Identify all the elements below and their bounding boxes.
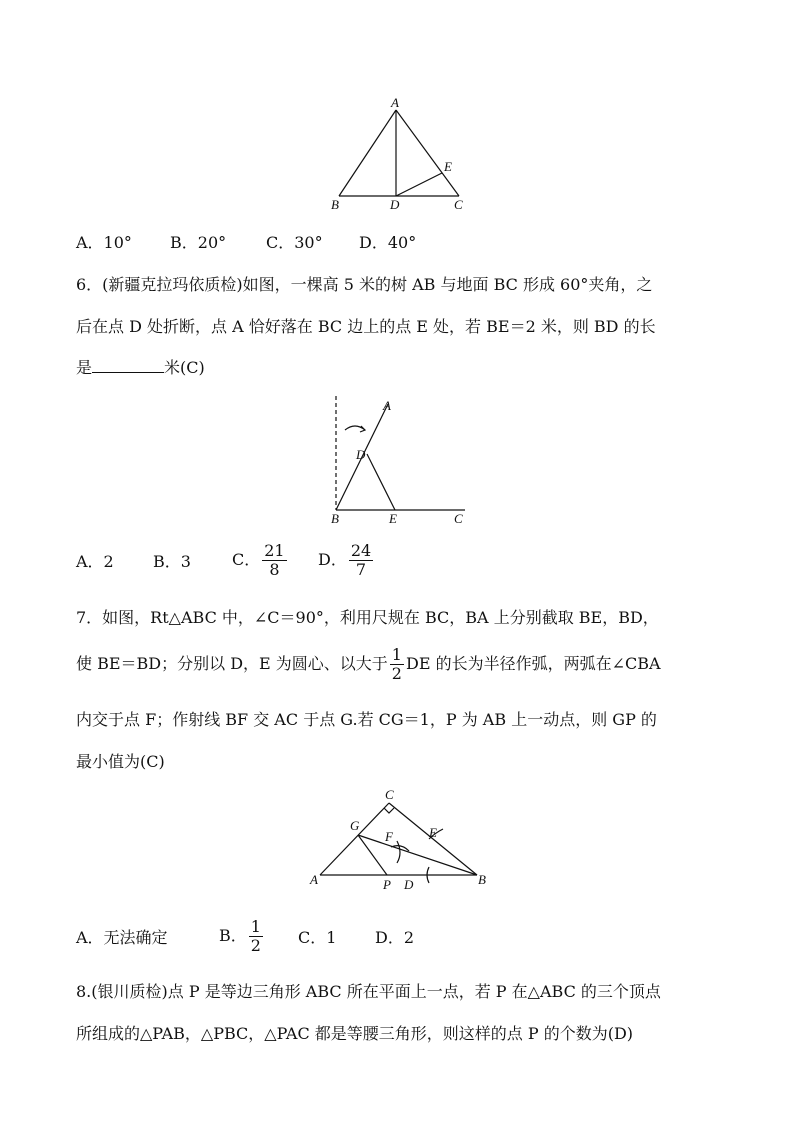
q7-line-2-suffix: DE 的长为半径作弧，两弧在∠CBA: [405, 654, 661, 673]
q6-option-c-fraction: [262, 542, 286, 579]
label-b: B: [478, 872, 486, 887]
q7-option-c: C．1: [298, 928, 337, 947]
q6-option-c-prefix: C．: [232, 550, 261, 569]
label-c: C: [454, 511, 463, 526]
label-f: F: [385, 829, 393, 844]
q5-option-c: C．30°: [266, 233, 323, 252]
segment-gp: [358, 835, 387, 875]
q6-option-d-fraction: [349, 542, 373, 579]
q7-option-d: D．2: [375, 928, 415, 947]
label-d: D: [390, 197, 400, 212]
arc-f-2: [397, 841, 400, 863]
q7-option-b-fraction: [249, 918, 263, 955]
q6-option-d-prefix: D．: [318, 550, 347, 569]
label-p: P: [383, 877, 391, 892]
q6-option-d: [318, 542, 375, 579]
q7-option-b: [219, 918, 265, 955]
label-a: A: [391, 95, 399, 110]
label-g: G: [350, 818, 360, 833]
q6-line-1: 6．(新疆克拉玛依质检)如图，一棵高 5 米的树 AB 与地面 BC 形成 60°夹角，之: [76, 275, 653, 294]
q7-line-2-prefix: 使 BE＝BD；分别以 D，E 为圆心、以大于: [76, 654, 388, 673]
q6-line-3: [76, 358, 205, 378]
q6-line-3-suffix: 米(C): [164, 358, 205, 377]
segment-de: [396, 173, 442, 196]
fraction-denominator: 2: [391, 664, 402, 683]
label-d: D: [404, 877, 414, 892]
q7-half-fraction: [390, 646, 404, 683]
figure-q5-triangle: [325, 95, 475, 220]
fraction-numerator: 1: [391, 645, 402, 664]
fraction-numerator: 1: [250, 917, 261, 936]
answer-blank: [92, 358, 164, 373]
segment-ac: [396, 110, 459, 196]
label-a: A: [383, 398, 391, 413]
fraction-denominator: 2: [250, 936, 261, 955]
q7-line-3: 内交于点 F；作射线 BF 交 AC 于点 G.若 CG＝1，P 为 AB 上一动点，则 GP 的: [76, 710, 657, 729]
label-a: A: [310, 872, 318, 887]
q5-option-b: B．20°: [170, 233, 227, 252]
label-c: C: [454, 197, 463, 212]
ray-bg: [358, 835, 477, 875]
q5-option-d: D．40°: [359, 233, 417, 252]
label-b: B: [331, 197, 339, 212]
q8-line-2: 所组成的△PAB，△PBC，△PAC 都是等腰三角形，则这样的点 P 的个数为(D): [76, 1024, 634, 1043]
q7-option-a: A．无法确定: [76, 928, 168, 947]
q7-line-2: [76, 646, 661, 683]
label-b: B: [331, 511, 339, 526]
fraction-denominator: 8: [269, 560, 280, 579]
label-e: E: [444, 159, 452, 174]
label-e: E: [389, 511, 397, 526]
q6-line-3-prefix: 是: [76, 358, 93, 377]
segment-de: [367, 454, 395, 510]
q6-option-c: [232, 542, 289, 579]
q7-line-1: 7．如图，Rt△ABC 中，∠C＝90°，利用尺规在 BC，BA 上分别截取 BE，BD，: [76, 608, 659, 627]
label-d: D: [356, 447, 366, 462]
q7-line-4: 最小值为(C): [76, 752, 165, 771]
fraction-denominator: 7: [355, 560, 367, 579]
right-angle-mark: [384, 808, 394, 813]
q7-option-b-prefix: B．: [219, 926, 247, 945]
q5-option-a: A．10°: [76, 233, 132, 252]
q6-line-2: 后在点 D 处折断，点 A 恰好落在 BC 边上的点 E 处，若 BE＝2 米，则 BD 的长: [76, 317, 656, 336]
q6-option-b: B．3: [153, 552, 191, 571]
label-c: C: [385, 787, 394, 802]
fraction-numerator: 24: [350, 541, 372, 560]
segment-ab: [339, 110, 396, 196]
figure-q7-right-triangle: [305, 785, 495, 895]
q6-option-a: A．2: [76, 552, 114, 571]
figure-q6-broken-tree: [325, 392, 475, 530]
fraction-numerator: 21: [264, 541, 285, 560]
q8-line-1: 8.(银川质检)点 P 是等边三角形 ABC 所在平面上一点，若 P 在△ABC 的三个顶点: [76, 982, 661, 1001]
label-e: E: [429, 825, 437, 840]
